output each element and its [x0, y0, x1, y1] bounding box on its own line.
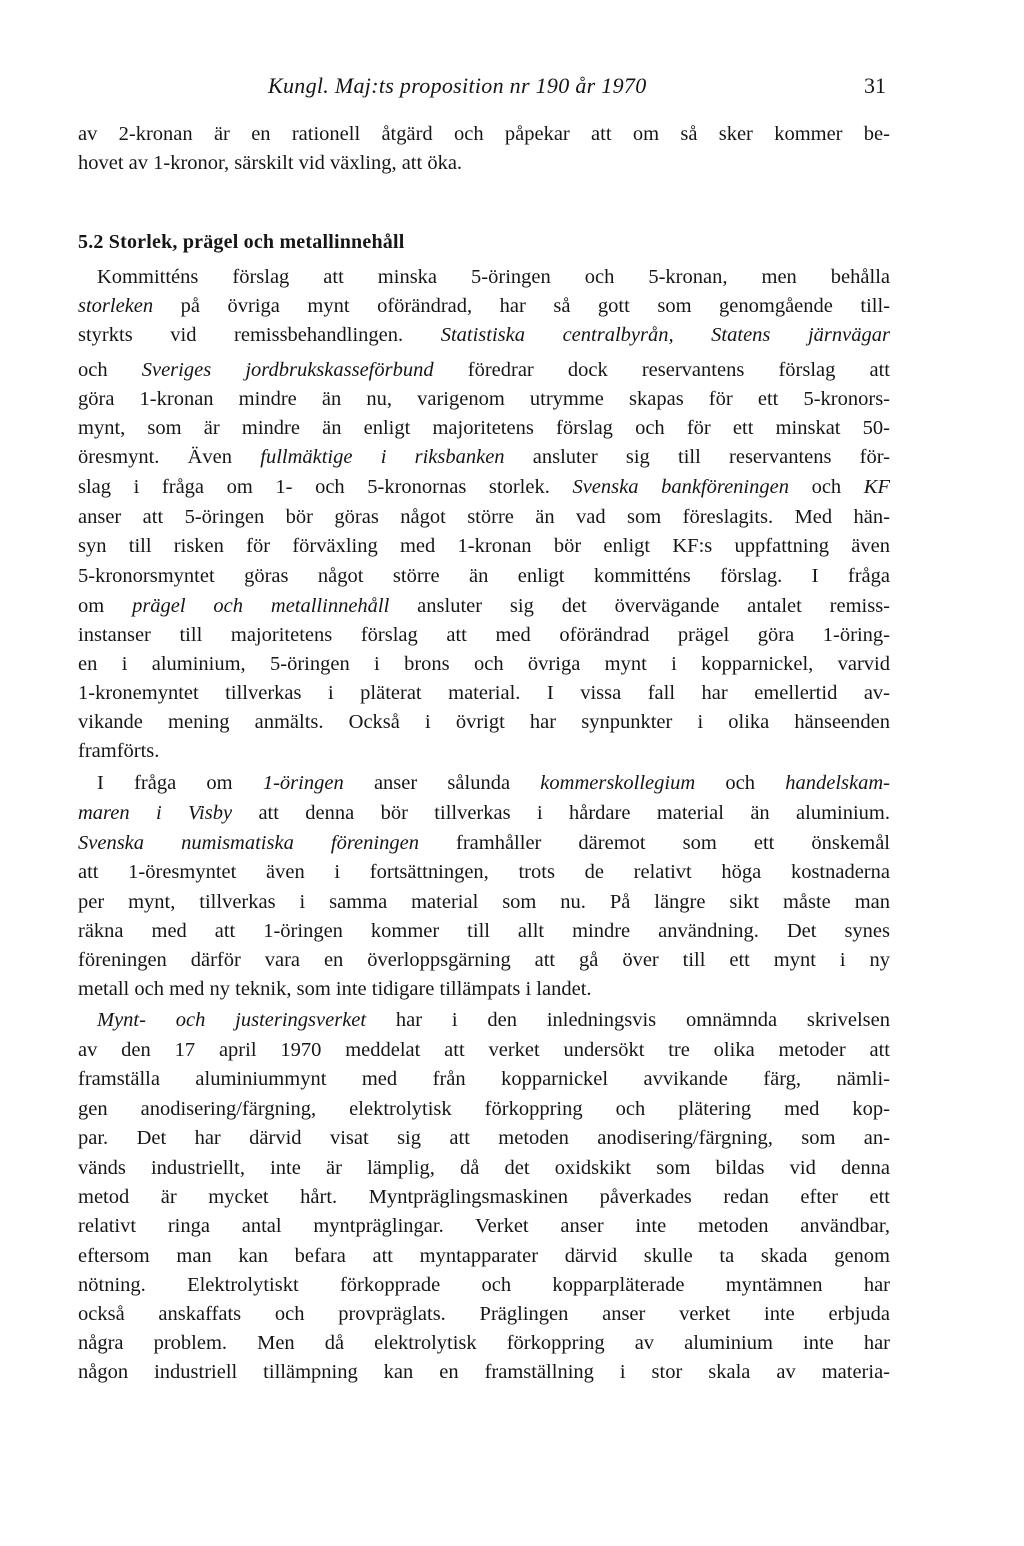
- text-line: av 2-kronan är en rationell åtgärd och påpekar att om så sker kommer be-: [78, 123, 890, 145]
- text-line: styrkts vid remissbehandlingen. Statistiska centralbyrån, Statens järnvägar: [78, 324, 890, 346]
- text-line: och Sveriges jordbrukskasseförbund föredrar dock reservantens förslag att: [78, 359, 890, 381]
- text-line: en i aluminium, 5-öringen i brons och övriga mynt i kopparnickel, varvid: [78, 653, 890, 675]
- text-line: att 1-öresmyntet även i fortsättningen, trots de relativt höga kostnaderna: [78, 861, 890, 883]
- text-line: 5-kronorsmyntet göras något större än enligt kommitténs förslag. I fråga: [78, 565, 890, 587]
- running-header: [268, 66, 886, 106]
- text-line: av den 17 april 1970 meddelat att verket undersökt tre olika metoder att: [78, 1039, 890, 1061]
- text-line: metod är mycket hårt. Myntpräglingsmaskinen påverkades redan efter ett: [78, 1186, 890, 1208]
- text-line: vänds industriellt, inte är lämplig, då det oxidskikt som bildas vid denna: [78, 1157, 890, 1179]
- text-line: öresmynt. Även fullmäktige i riksbanken ansluter sig till reservantens för-: [78, 446, 890, 468]
- text-line: Mynt- och justeringsverket har i den inledningsvis omnämnda skrivelsen: [97, 1009, 890, 1031]
- text-line: relativt ringa antal myntpräglingar. Verket anser inte metoden användbar,: [78, 1215, 890, 1237]
- page-number: 31: [864, 73, 886, 98]
- section-heading: 5.2 Storlek, prägel och metallinnehåll: [78, 231, 405, 253]
- text-line: eftersom man kan befara att myntapparater därvid skulle ta skada genom: [78, 1245, 890, 1267]
- header-title: Kungl. Maj:ts proposition nr 190 år 1970: [268, 73, 647, 98]
- text-line: framställa aluminiummynt med från kopparnickel avvikande färg, nämli-: [78, 1068, 890, 1090]
- text-line: gen anodisering/färgning, elektrolytisk förkoppring och plätering med kop-: [78, 1098, 890, 1120]
- text-line: Svenska numismatiska föreningen framhåller däremot som ett önskemål: [78, 832, 890, 854]
- text-line: storleken på övriga mynt oförändrad, har så gott som genomgående till-: [78, 295, 890, 317]
- text-line: 1-kronemyntet tillverkas i pläterat material. I vissa fall har emellertid av-: [78, 682, 890, 704]
- text-line: metall och med ny teknik, som inte tidigare tillämpats i landet.: [78, 978, 592, 1000]
- text-line: några problem. Men då elektrolytisk förkoppring av aluminium inte har: [78, 1332, 890, 1354]
- text-line: Kommitténs förslag att minska 5-öringen och 5-kronan, men behålla: [97, 266, 890, 288]
- text-line: räkna med att 1-öringen kommer till allt mindre användning. Det synes: [78, 920, 890, 942]
- text-line: hovet av 1-kronor, särskilt vid växling, att öka.: [78, 152, 463, 174]
- text-line: per mynt, tillverkas i samma material som nu. På längre sikt måste man: [78, 891, 890, 913]
- text-line: maren i Visby att denna bör tillverkas i hårdare material än aluminium.: [78, 802, 891, 824]
- text-line: par. Det har därvid visat sig att metoden anodisering/färgning, som an-: [78, 1127, 890, 1149]
- text-line: instanser till majoritetens förslag att med oförändrad prägel göra 1-öring-: [78, 624, 890, 646]
- text-line: om prägel och metallinnehåll ansluter sig det övervägande antalet remiss-: [78, 595, 891, 617]
- text-line: I fråga om 1-öringen anser sålunda kommerskollegium och handelskam-: [97, 772, 890, 794]
- text-line: nötning. Elektrolytiskt förkopprade och kopparpläterade myntämnen har: [78, 1274, 890, 1296]
- text-line: slag i fråga om 1- och 5-kronornas storlek. Svenska bankföreningen och KF: [78, 476, 890, 498]
- text-line: göra 1-kronan mindre än nu, varigenom utrymme skapas för ett 5-kronors-: [78, 388, 890, 410]
- text-line: någon industriell tillämpning kan en framställning i stor skala av materia-: [78, 1361, 890, 1383]
- text-line: föreningen därför vara en överloppsgärning att gå över till ett mynt i ny: [78, 949, 890, 971]
- text-line: framförts.: [78, 740, 160, 762]
- text-line: mynt, som är mindre än enligt majoritetens förslag och för ett minskat 50-: [78, 417, 890, 439]
- text-line: syn till risken för förväxling med 1-kronan bör enligt KF:s uppfattning även: [78, 535, 890, 557]
- text-line: anser att 5-öringen bör göras något större än vad som föreslagits. Med hän-: [78, 506, 890, 528]
- text-line: också anskaffats och provpräglats. Präglingen anser verket inte erbjuda: [78, 1303, 890, 1325]
- text-line: vikande mening anmälts. Också i övrigt har synpunkter i olika hänseenden: [78, 711, 890, 733]
